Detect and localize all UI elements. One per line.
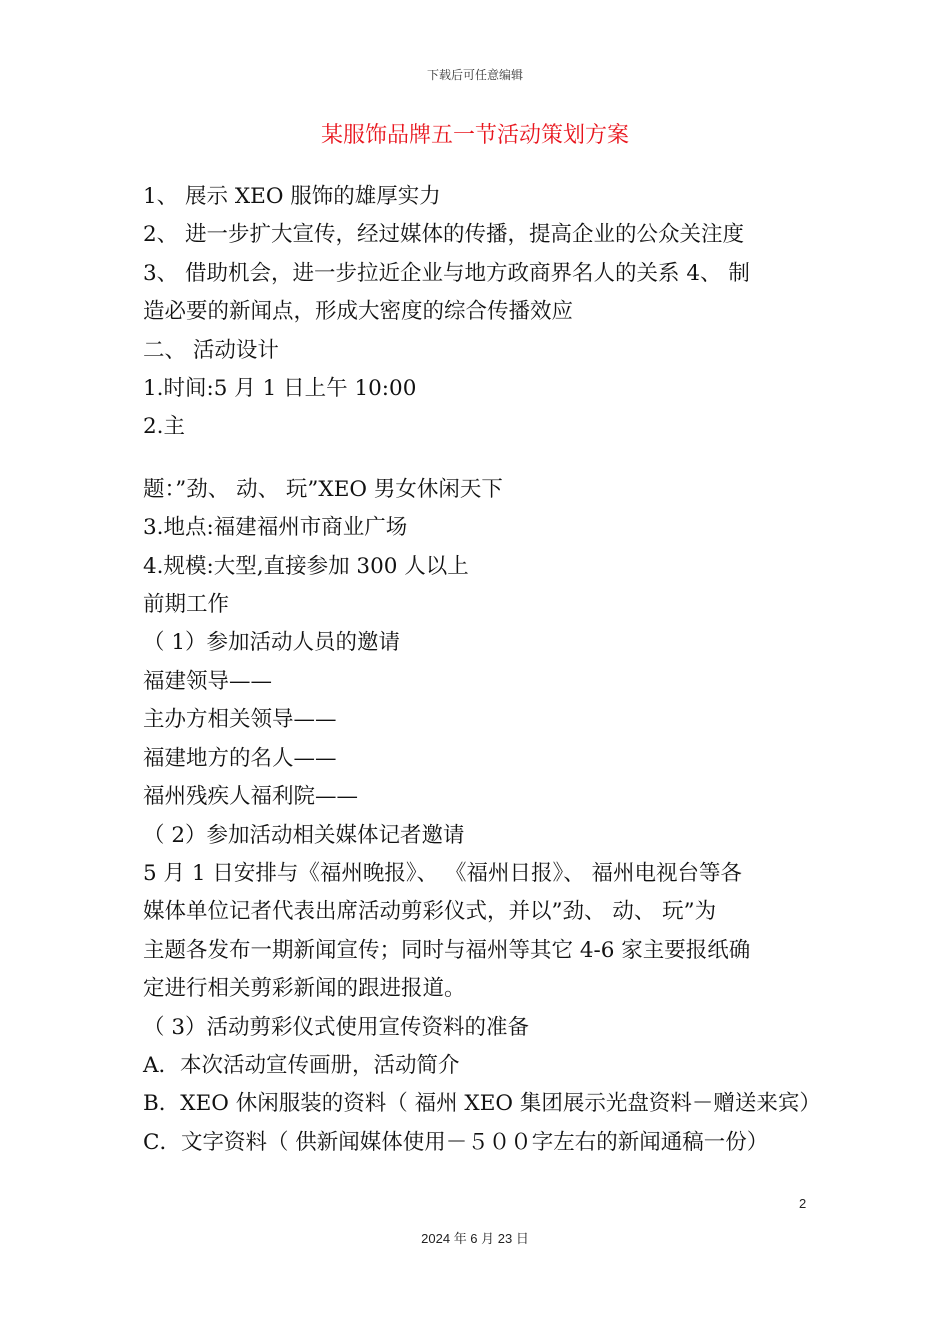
objective-line-3: 3、 借助机会，进一步拉近企业与地方政商界名人的关系 4、 制 <box>143 260 750 286</box>
header-note: 下载后可任意编辑 <box>426 68 523 82</box>
document-body <box>143 178 821 1162</box>
invitee-item: 福州残疾人福利院—— <box>143 784 359 810</box>
subheading-materials: （ 3）活动剪彩仪式使用宣传资料的准备 <box>143 1014 530 1040</box>
page-number: 2 <box>799 1196 807 1211</box>
activity-theme-label: 2.主 <box>143 414 186 440</box>
material-item-a: A．本次活动宣传画册，活动简介 <box>143 1052 460 1078</box>
section-heading-activity-design: 二、 活动设计 <box>143 337 279 363</box>
section-heading-preparation: 前期工作 <box>143 592 230 618</box>
activity-scale: 4.规模:大型,直接参加 300 人以上 <box>143 553 469 579</box>
document-title: 某服饰品牌五一节活动策划方案 <box>320 123 629 148</box>
invitee-item: 主办方相关领导—— <box>143 707 337 733</box>
activity-time: 1.时间:5 月 1 日上午 10:00 <box>143 376 417 402</box>
media-paragraph-line: 5 月 1 日安排与《福州晚报》、 《福州日报》、 福州电视台等各 <box>143 860 743 886</box>
objective-line-4: 造必要的新闻点，形成大密度的综合传播效应 <box>143 299 574 325</box>
activity-location: 3.地点:福建福州市商业广场 <box>143 515 408 541</box>
media-paragraph-line: 主题各发布一期新闻宣传；同时与福州等其它 4-6 家主要报纸确 <box>143 937 751 963</box>
objective-line-1: 1、 展示 XEO 服饰的雄厚实力 <box>143 184 441 209</box>
objective-line-2: 2、 进一步扩大宣传，经过媒体的传播，提高企业的公众关注度 <box>143 222 745 248</box>
footer-date: 2024 年 6 月 23 日 <box>421 1231 529 1246</box>
invitee-item: 福建领导—— <box>143 668 273 694</box>
paragraph-gap <box>143 447 811 471</box>
invitee-item: 福建地方的名人—— <box>143 745 337 771</box>
media-paragraph-line: 定进行相关剪彩新闻的跟进报道。 <box>143 976 466 1002</box>
subheading-invitations: （ 1）参加活动人员的邀请 <box>143 630 401 656</box>
material-item-c: C．文字资料（ 供新闻媒体使用－５００字左右的新闻通稿一份） <box>143 1129 769 1155</box>
material-item-b: B．XEO 休闲服装的资料（ 福州 XEO 集团展示光盘资料－赠送来宾） <box>143 1091 821 1117</box>
subheading-media: （ 2）参加活动相关媒体记者邀请 <box>143 822 465 848</box>
activity-theme: 题：”劲、 动、 玩”XEO 男女休闲天下 <box>143 476 503 502</box>
media-paragraph-line: 媒体单位记者代表出席活动剪彩仪式，并以”劲、 动、 玩”为 <box>143 899 717 925</box>
